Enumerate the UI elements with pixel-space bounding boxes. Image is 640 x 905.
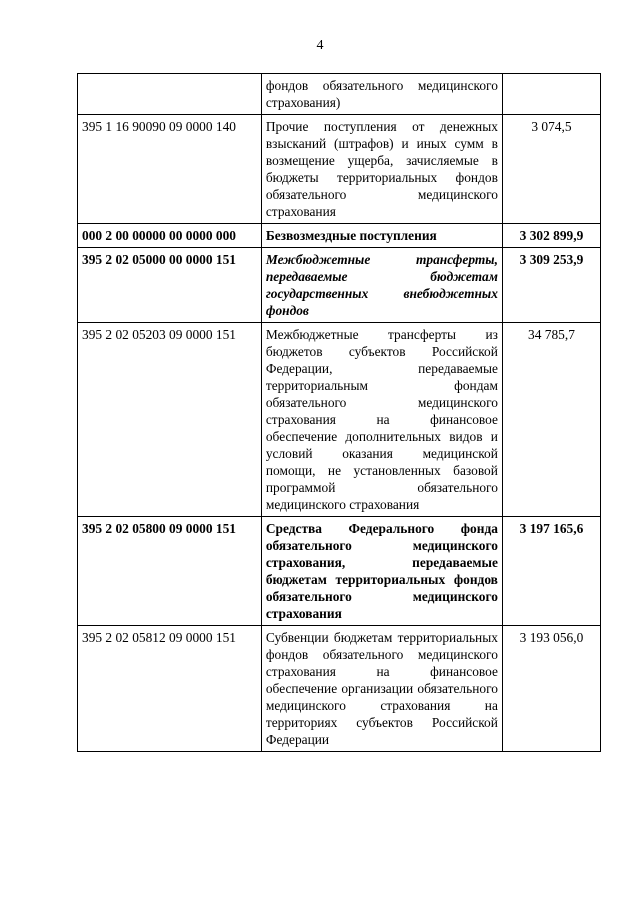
description-cell: Прочие поступления от денежных взысканий (штрафов) и иных сумм в возмещение ущерба, зачисляемые в бюджеты территориальных фондов обязательного медицинского страхования: [261, 115, 502, 224]
amount-cell: 3 193 056,0: [502, 626, 600, 752]
table-row: [78, 115, 601, 224]
budget-code-cell: 395 1 16 90090 09 0000 140: [78, 115, 262, 224]
table-row: [78, 248, 601, 323]
description-cell: Межбюджетные трансферты, передаваемые бюджетам государственных внебюджетных фондов: [261, 248, 502, 323]
description-cell: Безвозмездные поступления: [261, 224, 502, 248]
budget-code-cell: 395 2 02 05812 09 0000 151: [78, 626, 262, 752]
budget-code-cell: [78, 74, 262, 115]
budget-code-cell: 395 2 02 05800 09 0000 151: [78, 517, 262, 626]
budget-code-cell: 395 2 02 05000 00 0000 151: [78, 248, 262, 323]
budget-code-cell: 395 2 02 05203 09 0000 151: [78, 323, 262, 517]
table-row: [78, 517, 601, 626]
page-number: 4: [316, 38, 324, 53]
description-cell: Субвенции бюджетам территориальных фондов обязательного медицинского страхования на финансовое обеспечение организации обязательного медицинского страхования на территориях субъектов Российской Федерации: [261, 626, 502, 752]
table-row: [78, 626, 601, 752]
description-cell: Средства Федерального фонда обязательного медицинского страхования, передаваемые бюджетам территориальных фондов обязательного медицинского страхования: [261, 517, 502, 626]
table-row: [78, 74, 601, 115]
amount-cell: 3 309 253,9: [502, 248, 600, 323]
description-cell: Межбюджетные трансферты из бюджетов субъектов Российской Федерации, передаваемые территориальным фондам обязательного медицинского страхования на финансовое обеспечение дополнительных видов и условий оказания медицинской помощи, не установленных базовой программой обязательного медицинского страхования: [261, 323, 502, 517]
amount-cell: 3 302 899,9: [502, 224, 600, 248]
amount-cell: 3 197 165,6: [502, 517, 600, 626]
table-row: [78, 224, 601, 248]
description-cell: фондов обязательного медицинского страхования): [261, 74, 502, 115]
amount-cell: 34 785,7: [502, 323, 600, 517]
table-row: [78, 323, 601, 517]
budget-revenue-table: [77, 73, 601, 752]
amount-cell: 3 074,5: [502, 115, 600, 224]
budget-code-cell: 000 2 00 00000 00 0000 000: [78, 224, 262, 248]
amount-cell: [502, 74, 600, 115]
